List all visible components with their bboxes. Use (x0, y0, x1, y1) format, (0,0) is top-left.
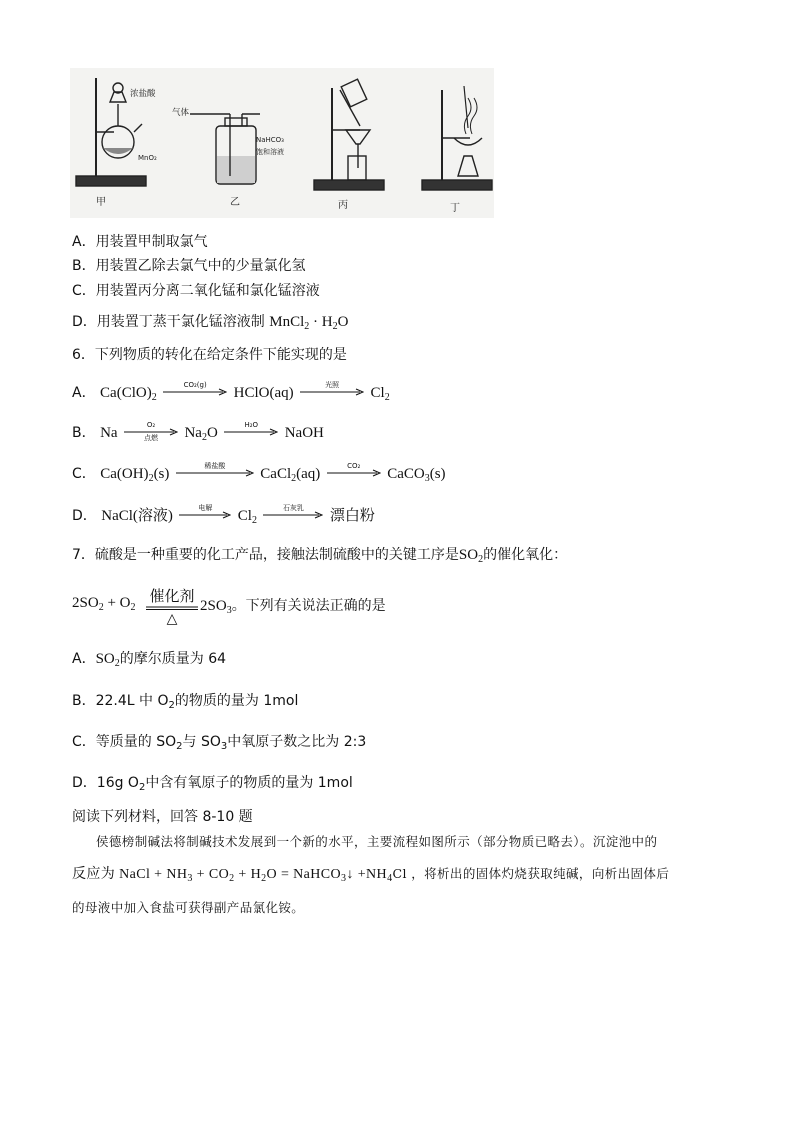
q7-stem (72, 545, 567, 565)
q6b-arrow1-above: O₂ (146, 421, 156, 429)
q6c-s3sub: 3 (424, 473, 430, 484)
q7-stem-a: 7．硫酸是一种重要的化工产品，接触法制硫酸中的关键工序是 (72, 547, 459, 563)
q6a-arrow2-label: 光照 (325, 381, 340, 389)
q7b-letter: B． (72, 693, 96, 709)
reading-p2-sub5: 4 (387, 873, 393, 884)
q7c-sub2: 3 (220, 741, 228, 752)
reading-passage-line2 (72, 858, 720, 891)
label-concentrated-hcl: 浓盐酸 (130, 89, 156, 99)
q6d-letter: D． (72, 508, 97, 524)
q7-option-a (72, 649, 226, 669)
q6a-s3sub: 2 (384, 392, 390, 403)
q6c-s2b: (aq) (296, 466, 321, 482)
q6-stem: 6．下列物质的转化在给定条件下能实现的是 (72, 347, 347, 363)
q7d-sub: 2 (138, 782, 146, 793)
q7c-post: 中氧原子数之比为 2:3 (227, 734, 367, 750)
reading-passage-line3: 的母液中加入食盐可获得副产品氯化铵。 (72, 900, 305, 915)
q6a-letter: A． (72, 385, 96, 401)
reading-p2-c: + H (234, 867, 262, 882)
q5-option-d-formula: MnCl (269, 314, 305, 330)
q5-option-d-tail: · H (309, 314, 333, 330)
q6a-s3: Cl (370, 385, 385, 401)
q5-option-d-letter: D． (72, 314, 97, 330)
q7-eq-tail: 。下列有关说法正确的是 (231, 598, 386, 614)
q5-option-d (72, 312, 348, 332)
q7-stem-so2-sub: 2 (478, 554, 484, 565)
q6-option-b (72, 421, 324, 443)
q7c-sub: 2 (176, 741, 183, 752)
q6-option-a (72, 381, 390, 403)
q7-heat-symbol: △ (166, 611, 178, 627)
q7-eq-lhs-b: + O (103, 595, 131, 611)
q6b-s1: Na (100, 425, 118, 441)
q7-equation (72, 585, 472, 627)
reading-p2-sub4: 3 (341, 873, 347, 884)
reading-p2-e: ↓ +NH (346, 867, 388, 882)
reading-p2-f: Cl ，将析出的固体灼烧获取纯碱，向析出固体后 (392, 866, 670, 881)
reading-p2-sub3: 2 (261, 873, 267, 884)
q6d-arrow1 (179, 504, 231, 524)
q7d-post: 中含有氧原子的物质的量为 1mol (145, 775, 353, 791)
q6b-arrow1-below: 点燃 (144, 434, 159, 442)
apparatus-figure (70, 68, 494, 218)
q7-stem-so2: SO (458, 547, 479, 563)
q5-option-c (72, 281, 320, 301)
q5-option-d-sub: 2 (304, 321, 310, 332)
q5-option-c-letter: C． (72, 283, 96, 299)
q7a-letter: A． (72, 651, 96, 667)
q6c-s2: CaCl (260, 466, 292, 482)
q5-option-d-sub2: 2 (332, 321, 338, 332)
q6c-s2sub: 2 (291, 473, 297, 484)
q7-eq-lhs-b-sub: 2 (130, 602, 136, 613)
q6c-s3b: (s) (429, 466, 446, 482)
label-mno2: MnO₂ (138, 154, 157, 162)
q6a-arrow2 (300, 381, 364, 401)
q6b-s2sub: 2 (201, 432, 207, 443)
q6c-arrow1-label: 稀盐酸 (204, 462, 226, 470)
reading-p2-b: + CO (192, 867, 230, 882)
caption-yi: 乙 (230, 197, 240, 208)
q7-catalyst: 催化剂 (149, 587, 195, 605)
reading-heading: 阅读下列材料，回答 8-10 题 (72, 809, 253, 825)
q6b-arrow2-label: H₂O (244, 421, 259, 429)
q7b-post: 的物质的量为 1mol (174, 693, 299, 709)
q7d-letter: D． (72, 775, 97, 791)
q6d-arrow1-label: 电解 (198, 504, 213, 512)
q7-option-b (72, 691, 298, 711)
caption-jia: 甲 (96, 197, 106, 208)
q7d-pre: 16g O (96, 775, 139, 791)
q6b-letter: B． (72, 425, 96, 441)
q5-option-b (72, 256, 306, 276)
q6a-s1sub: 2 (151, 392, 157, 403)
q6c-arrow1 (176, 462, 254, 482)
caption-bing: 丙 (338, 200, 348, 211)
q6a-arrow1 (163, 381, 227, 401)
q6a-s2: HClO(aq) (233, 385, 294, 401)
q7b-pre: 22.4L 中 O (95, 693, 169, 709)
q5-option-b-text: 用装置乙除去氯气中的少量氯化氢 (95, 258, 306, 274)
q6d-s2sub: 2 (251, 515, 257, 526)
q7-option-d (72, 773, 353, 793)
apparatus-ding (422, 86, 492, 190)
q6b-s2: Na (184, 425, 202, 441)
reading-p2-d: O = NaHCO (266, 867, 342, 882)
q7-eq-lhs-a-sub: 2 (98, 602, 104, 613)
q6b-arrow2 (224, 421, 278, 441)
q6c-s1: Ca(OH) (100, 466, 149, 482)
q6b-arrow1 (124, 421, 178, 441)
q5-option-d-tail2: O (337, 314, 349, 330)
q5-option-a (72, 232, 208, 252)
q7-eq-lhs-a: 2SO (72, 595, 99, 611)
q6a-arrow1-label: CO₂(g) (183, 381, 207, 389)
q6d-s1: NaCl(溶液) (101, 508, 173, 524)
apparatus-bing (314, 79, 384, 190)
q7b-sub: 2 (168, 700, 175, 711)
q6-option-d (72, 504, 375, 526)
q6d-s2: Cl (237, 508, 252, 524)
q6b-s3: NaOH (284, 425, 324, 441)
reading-passage-line1: 侯德榜制碱法将制碱技术发展到一个新的水平，主要流程如图所示（部分物质已略去）。沉淀池中的 (96, 834, 658, 849)
q6c-s1b: (s) (153, 466, 170, 482)
q7c-mid: 与 SO (182, 734, 221, 750)
q5-option-a-letter: A． (72, 234, 96, 250)
q5-option-b-letter: B． (72, 258, 96, 274)
q6c-letter: C． (72, 466, 96, 482)
q7c-letter: C． (72, 734, 96, 750)
label-nahco3: NaHCO₃ (256, 136, 284, 144)
reading-p2-sub1: 3 (187, 873, 193, 884)
q6d-arrow2 (263, 504, 323, 524)
q6b-s2b: O (206, 425, 218, 441)
q6c-arrow2 (327, 462, 381, 482)
q7a-sub: 2 (114, 658, 120, 669)
q6c-s1sub: 2 (148, 473, 154, 484)
q6d-arrow2-label: 石灰乳 (282, 504, 304, 512)
q7-eq-rhs-sub: 3 (226, 605, 232, 616)
q6c-s3: CaCO (387, 466, 425, 482)
q5-option-c-text: 用装置丙分离二氧化锰和氯化锰溶液 (95, 283, 320, 299)
q5-option-d-text: 用装置丁蒸干氯化锰溶液制 (96, 314, 265, 330)
reading-p2-a: 反应为 NaCl + NH (72, 867, 188, 882)
q7a-post: 的摩尔质量为 64 (119, 651, 227, 667)
apparatus-yi (190, 114, 260, 184)
q5-option-a-text: 用装置甲制取氯气 (95, 234, 208, 250)
label-saturated-solution: 饱和溶液 (256, 148, 284, 156)
reading-p2-sub2: 2 (229, 873, 235, 884)
caption-ding: 丁 (450, 203, 460, 214)
apparatus-drawing (70, 68, 494, 218)
q7-eq-rhs (200, 595, 386, 615)
q7-option-c (72, 732, 366, 752)
q7-eq-rhs-a: 2SO (200, 598, 227, 614)
q6c-arrow2-label: CO₂ (347, 462, 361, 470)
q7a-pre: SO (95, 651, 115, 667)
q7-stem-b: 的催化氧化： (483, 547, 568, 563)
label-gas: 气体 (172, 108, 190, 118)
q7c-pre: 等质量的 SO (95, 734, 177, 750)
q7-eq-lhs (72, 595, 135, 612)
q6a-s1: Ca (100, 385, 117, 401)
q6d-s3: 漂白粉 (329, 508, 375, 524)
q6a-s1b: (ClO) (116, 385, 152, 401)
q6-option-c (72, 462, 446, 484)
equilibrium-double-bar (146, 606, 198, 610)
